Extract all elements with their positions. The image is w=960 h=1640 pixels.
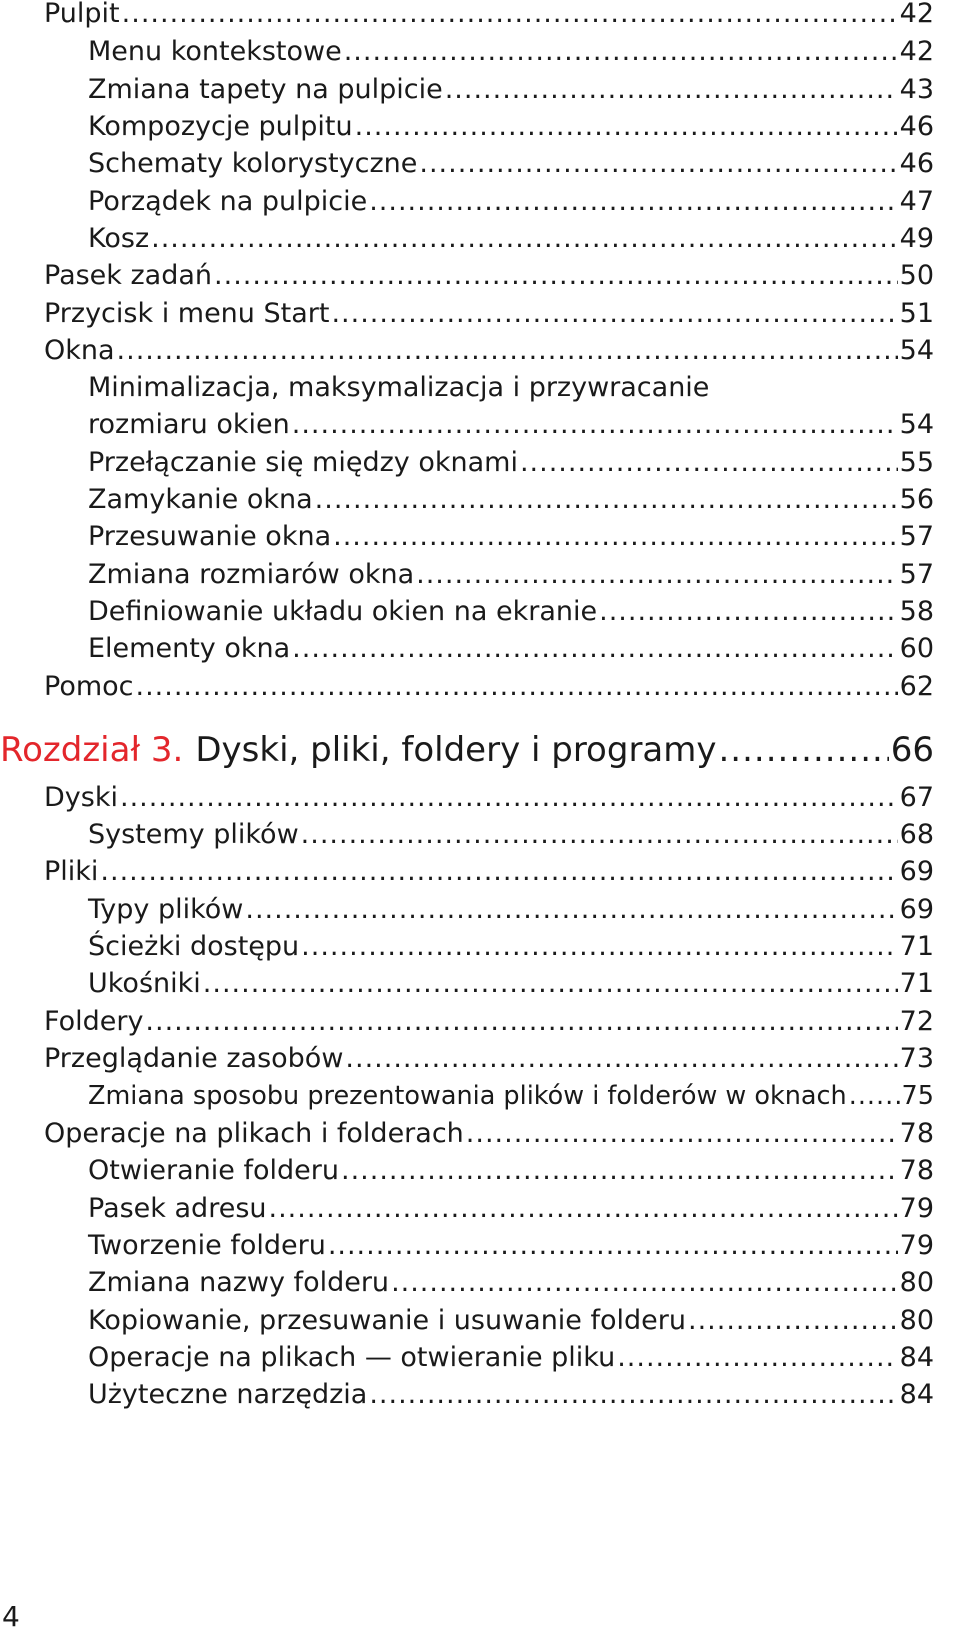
dot-leader — [391, 1264, 898, 1302]
toc-entry-title: Porządek na pulpicie — [88, 186, 368, 217]
page-number: 4 — [2, 1600, 20, 1633]
toc-entry[interactable] — [88, 593, 934, 631]
dot-leader — [328, 1227, 898, 1265]
toc-entry-page: 57 — [899, 521, 934, 552]
toc-entry[interactable] — [88, 444, 934, 482]
dot-leader — [292, 630, 897, 668]
dot-leader — [145, 1003, 897, 1041]
toc-entry-page: 46 — [899, 148, 934, 179]
toc-entry-page: 71 — [899, 931, 934, 962]
toc-entry-title: Zmiana sposobu prezentowania plików i folderów w oknach — [88, 1081, 847, 1111]
toc-entry[interactable] — [88, 965, 934, 1003]
dot-leader — [214, 257, 898, 295]
toc-entry-page: 51 — [899, 298, 934, 329]
toc-entry[interactable] — [88, 518, 934, 556]
toc-entry[interactable] — [88, 1077, 934, 1115]
toc-entry-title: Kompozycje pulpitu — [88, 111, 353, 142]
toc-entry-title: Typy plików — [88, 894, 244, 925]
toc-entry-title: Otwieranie folderu — [88, 1155, 339, 1186]
toc-entry-page: 62 — [899, 671, 934, 702]
dot-leader — [269, 1190, 898, 1228]
toc-entry-page: 78 — [899, 1118, 934, 1149]
toc-entry-page: 84 — [899, 1379, 934, 1410]
toc-entry-title: Przeglądanie zasobów — [44, 1043, 344, 1074]
toc-entry-page: 47 — [899, 186, 934, 217]
chapter-number: Rozdział 3. — [0, 730, 184, 770]
dot-leader — [520, 444, 898, 482]
dot-leader — [599, 593, 898, 631]
dot-leader — [466, 1115, 898, 1153]
dot-leader — [688, 1302, 898, 1340]
toc-entry[interactable] — [44, 853, 934, 891]
toc-entry-title: Zmiana rozmiarów okna — [88, 559, 415, 590]
toc-entry[interactable] — [88, 220, 934, 258]
toc-entry-page: 49 — [899, 223, 934, 254]
dot-leader — [203, 965, 898, 1003]
dot-leader — [151, 220, 898, 258]
toc-entry[interactable] — [88, 1227, 934, 1265]
toc-entry[interactable] — [44, 332, 934, 370]
dot-leader — [617, 1339, 897, 1377]
toc-entry-title: Zmiana nazwy folderu — [88, 1267, 390, 1298]
dot-leader — [136, 668, 898, 706]
toc-entry-title: Foldery — [44, 1006, 144, 1037]
toc-entry[interactable] — [88, 108, 934, 146]
toc-entry[interactable] — [44, 1115, 934, 1153]
toc-entry[interactable] — [88, 928, 934, 966]
toc-entry-title: Kosz — [88, 223, 150, 254]
toc-entry-title: Pulpit — [44, 0, 120, 29]
toc-entry-page: 73 — [899, 1043, 934, 1074]
dot-leader — [292, 406, 898, 444]
toc-entry-page: 55 — [899, 447, 934, 478]
toc-entry[interactable] — [88, 891, 934, 929]
toc-entry-page: 46 — [899, 111, 934, 142]
toc-chapter-heading[interactable] — [0, 727, 934, 773]
dot-leader — [117, 332, 898, 370]
toc-entry-title: Minimalizacja, maksymalizacja i przywracanie — [88, 372, 710, 403]
toc-entry[interactable] — [88, 71, 934, 109]
toc-entry[interactable] — [88, 145, 934, 183]
toc-entry-title: Ukośniki — [88, 968, 201, 999]
toc-entry[interactable] — [88, 556, 934, 594]
toc-entry-title: Elementy okna — [88, 633, 291, 664]
toc-entry-title: Zmiana tapety na pulpicie — [88, 74, 443, 105]
toc-entry[interactable] — [88, 1264, 934, 1302]
toc-entry-title: rozmiaru okien — [88, 409, 290, 440]
dot-leader — [355, 108, 898, 146]
toc-entry-page: 79 — [899, 1193, 934, 1224]
toc-entry-title: Zamykanie okna — [88, 484, 313, 515]
dot-leader — [301, 816, 898, 854]
toc-entry-title: Pasek adresu — [88, 1193, 267, 1224]
toc-entry-page: 79 — [899, 1230, 934, 1261]
toc-entry-page: 50 — [899, 260, 934, 291]
toc-entry-page: 54 — [899, 409, 934, 440]
dot-leader — [849, 1077, 900, 1115]
dot-leader — [315, 481, 898, 519]
toc-entry-page: 69 — [899, 856, 934, 887]
toc-entry-title: Ścieżki dostępu — [88, 931, 300, 962]
toc-entry-page: 75 — [901, 1081, 934, 1111]
toc-entry-page: 78 — [899, 1155, 934, 1186]
toc-entry[interactable] — [88, 183, 934, 221]
dot-leader — [369, 183, 897, 221]
toc-entry[interactable] — [44, 779, 934, 817]
dot-leader — [301, 928, 897, 966]
toc-entry-title: Systemy plików — [88, 819, 299, 850]
toc-entry[interactable] — [44, 257, 934, 295]
toc-entry-title: Okna — [44, 335, 115, 366]
toc-entry[interactable] — [44, 295, 934, 333]
dot-leader — [369, 1376, 897, 1414]
toc-entry-title: Przesuwanie okna — [88, 521, 332, 552]
toc-entry-title: Dyski — [44, 782, 118, 813]
toc-entry[interactable] — [88, 1376, 934, 1414]
toc-entry[interactable] — [88, 630, 934, 668]
dot-leader — [341, 1152, 898, 1190]
toc-entry-title: Przełączanie się między oknami — [88, 447, 518, 478]
toc-entry-page: 57 — [899, 559, 934, 590]
toc-entry-page: 68 — [899, 819, 934, 850]
chapter-page: 66 — [890, 730, 934, 770]
toc-entry-title: Operacje na plikach — otwieranie pliku — [88, 1342, 616, 1373]
toc-entry[interactable] — [88, 1152, 934, 1190]
toc-entry[interactable] — [88, 1190, 934, 1228]
toc-entry-page: 60 — [899, 633, 934, 664]
toc-entry-page: 42 — [899, 0, 934, 29]
toc-entry-page: 71 — [899, 968, 934, 999]
toc-entry-page: 72 — [899, 1006, 934, 1037]
toc-entry-page: 80 — [899, 1305, 934, 1336]
dot-leader — [333, 518, 898, 556]
dot-leader — [100, 853, 897, 891]
toc-entry-page: 69 — [899, 894, 934, 925]
toc-entry[interactable] — [44, 1003, 934, 1041]
toc-entry-first-line[interactable] — [88, 369, 934, 407]
toc-entry-title: Schematy kolorystyczne — [88, 148, 418, 179]
dot-leader — [419, 145, 897, 183]
toc-entry[interactable] — [88, 481, 934, 519]
toc-entry-title: Przycisk i menu Start — [44, 298, 330, 329]
toc-entry[interactable] — [88, 1339, 934, 1377]
toc-entry-title: Pliki — [44, 856, 99, 887]
chapter-title: Dyski, pliki, foldery i programy — [195, 730, 717, 770]
toc-entry-title: Pasek zadań — [44, 260, 213, 291]
toc-entry-title: Pomoc — [44, 671, 134, 702]
toc-entry-page: 84 — [899, 1342, 934, 1373]
toc-entry[interactable] — [88, 33, 934, 71]
toc-entry-title: Kopiowanie, przesuwanie i usuwanie folderu — [88, 1305, 686, 1336]
toc-entry-title: Menu kontekstowe — [88, 36, 342, 67]
dot-leader — [416, 556, 898, 594]
toc-entry[interactable] — [88, 1302, 934, 1340]
toc-entry[interactable] — [88, 406, 934, 444]
toc-entry-page: 56 — [899, 484, 934, 515]
toc-entry-title: Operacje na plikach i folderach — [44, 1118, 464, 1149]
toc-entry-page: 80 — [899, 1267, 934, 1298]
toc-entry-page: 58 — [899, 596, 934, 627]
toc-entry[interactable] — [44, 668, 934, 706]
dot-leader — [345, 1040, 897, 1078]
toc-entry-page: 67 — [899, 782, 934, 813]
dot-leader — [445, 71, 898, 109]
toc-entry-title: Definiowanie układu okien na ekranie — [88, 596, 598, 627]
dot-leader — [245, 891, 897, 929]
toc-entry[interactable] — [88, 816, 934, 854]
toc-entry-page: 42 — [899, 36, 934, 67]
dot-leader — [331, 295, 897, 333]
toc-entry-page: 54 — [899, 335, 934, 366]
dot-leader — [122, 0, 898, 33]
dot-leader — [344, 33, 898, 71]
toc-entry[interactable] — [44, 0, 934, 33]
toc-entry[interactable] — [44, 1040, 934, 1078]
toc-entry-page: 43 — [899, 74, 934, 105]
toc-entry-title: Użyteczne narzędzia — [88, 1379, 368, 1410]
toc-entry-title: Tworzenie folderu — [88, 1230, 326, 1261]
dot-leader — [120, 779, 898, 817]
dot-leader — [719, 727, 889, 773]
